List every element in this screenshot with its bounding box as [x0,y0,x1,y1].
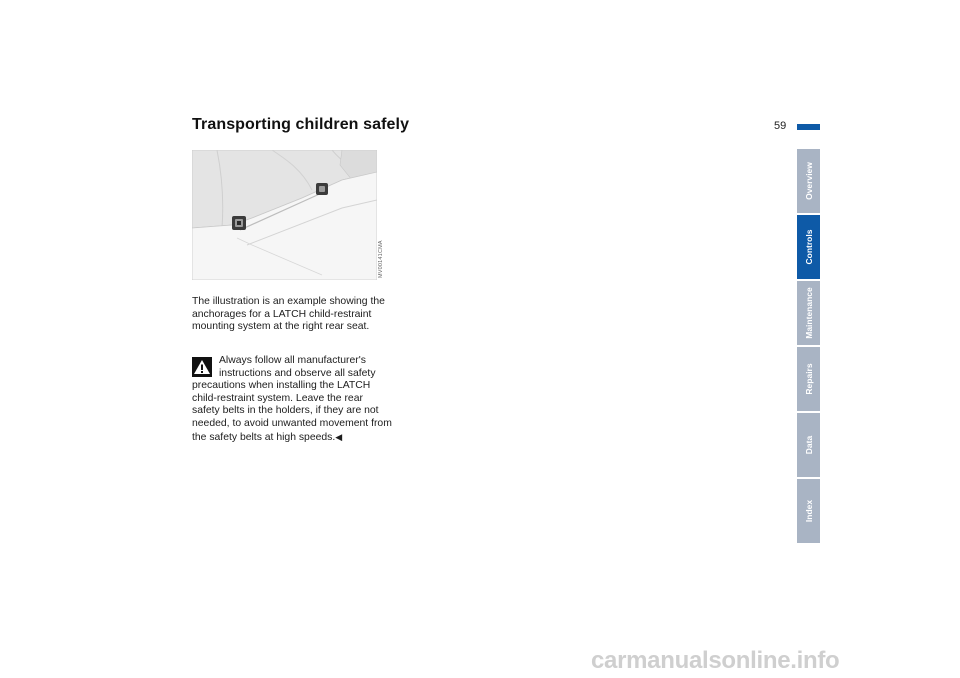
rear-seat-drawing [192,150,377,280]
tab-controls-label: Controls [803,229,814,265]
tab-overview[interactable] [797,149,820,213]
tab-index-label: Index [803,499,814,523]
tab-data-label: Data [803,435,814,455]
intro-paragraph: The illustration is an example showing the anchorages for a LATCH child-restraint mounting system at the right rear seat. [192,296,385,333]
page-title: Transporting children safely [192,116,410,133]
section-tabs [797,149,820,545]
seat-illustration [192,150,377,280]
page-number: 59 [774,120,787,132]
tab-maintenance-label: Maintenance [803,287,814,339]
tab-repairs[interactable] [797,347,820,411]
tab-repairs-label: Repairs [803,363,814,395]
back-arrow-icon: ◀ [335,431,343,442]
page-marker [797,124,820,130]
warning-text: Always follow all manufacturer's instructions and observe all safety precautions when installing the LATCH child-restraint system. Leave the rear safety belts in the holders, if they are not needed, to avoid unwanted movement from the safety belts at high speeds. [192,355,392,443]
tab-controls[interactable] [797,215,820,279]
figure-code: MV00141CMA [378,240,384,278]
watermark: carmanualsonline.info [591,647,840,674]
tab-index[interactable] [797,479,820,543]
tab-overview-label: Overview [803,162,814,200]
warning-triangle-icon [192,357,212,377]
tab-maintenance[interactable] [797,281,820,345]
warning-block [192,355,392,444]
tab-data[interactable] [797,413,820,477]
